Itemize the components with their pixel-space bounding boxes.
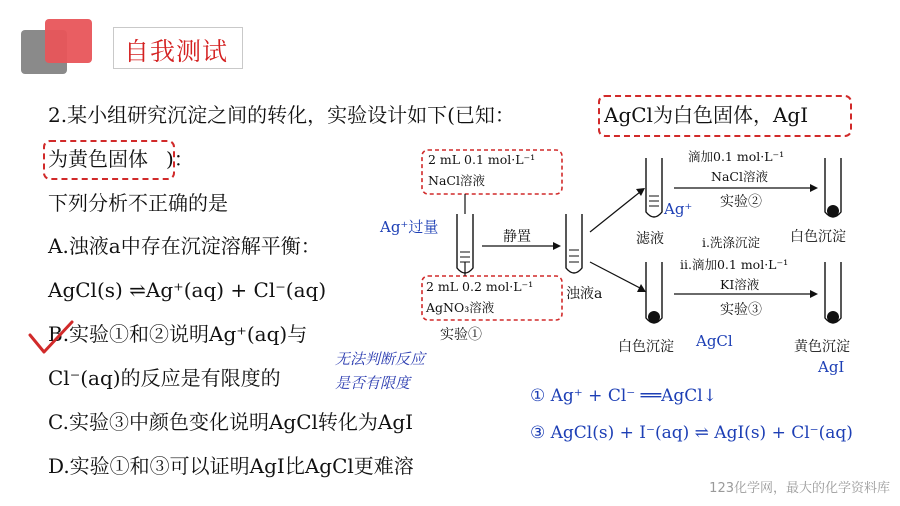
option-b-line-1: B.实验①和②说明Ag⁺(aq)与 (48, 322, 308, 346)
add-nacl-label: 滴加0.1 mol·L⁻¹ (688, 149, 785, 164)
agno3-solution-label: AgNO₃溶液 (426, 300, 495, 315)
experiment-1-label: 实验① (440, 327, 482, 343)
test-tube-a (566, 214, 582, 273)
question-line-1: 2.某小组研究沉淀之间的转化，实验设计如下(已知： (48, 103, 515, 127)
white-precipitate-label-right: 白色沉淀 (790, 229, 846, 245)
agcl-note: AgCl (696, 332, 733, 350)
white-precipitate-tube-left (646, 262, 662, 323)
ag-excess-note: Ag⁺过量 (380, 218, 439, 236)
question-line-1-highlight: AgCl为白色固体，AgI (604, 103, 809, 127)
option-a-equation: AgCl(s) ⇌Ag⁺(aq) + Cl⁻(aq) (48, 278, 327, 302)
nacl-solution-label: NaCl溶液 (428, 173, 485, 188)
experiment-2-label: 实验② (720, 194, 762, 210)
question-line-2-highlight: 为黄色固体 (48, 147, 148, 171)
equation-3: ③ AgCl(s) + I⁻(aq) ⇌ AgI(s) + Cl⁻(aq) (530, 423, 853, 443)
option-d: D.实验①和③可以证明AgI比AgCl更难溶 (48, 454, 414, 478)
filtrate-ag-note: Ag⁺ (664, 200, 693, 218)
yellow-precipitate-label: 黄色沉淀 (794, 339, 850, 355)
white-precipitate-tube-right (825, 158, 841, 217)
turbid-liquid-label: 浊液a (566, 286, 603, 302)
experiment-3-label: 实验③ (720, 302, 762, 318)
filtrate-label: 滤液 (636, 231, 664, 247)
settle-label: 静置 (503, 229, 531, 245)
white-precipitate-label-left: 白色沉淀 (618, 339, 674, 355)
option-a: A.浊液a中存在沉淀溶解平衡： (48, 234, 321, 258)
agno3-volume-label: 2 mL 0.2 mol·L⁻¹ (426, 279, 534, 294)
option-c: C.实验③中颜色变化说明AgCl转化为AgI (48, 410, 414, 434)
option-b-line-2: Cl⁻(aq)的反应是有限度的 (48, 366, 281, 390)
agi-note: AgI (818, 358, 845, 376)
page-title: 自我测试 (124, 37, 229, 66)
handwritten-note-line-1: 无法判断反应 (335, 350, 426, 368)
question-line-2-rest: )： (166, 147, 194, 171)
ki-solution-label: KI溶液 (720, 277, 760, 292)
yellow-precipitate-tube (825, 262, 841, 323)
question-prompt: 下列分析不正确的是 (48, 191, 228, 215)
footer-watermark: 123化学网，最大的化学资料库 (709, 481, 890, 496)
add-ki-label: ii.滴加0.1 mol·L⁻¹ (680, 257, 789, 272)
filtrate-tube (646, 158, 662, 217)
nacl-volume-label: 2 mL 0.1 mol·L⁻¹ (428, 152, 536, 167)
check-mark-icon (30, 322, 72, 352)
wash-step-label: i.洗涤沉淀 (702, 235, 760, 250)
equation-1: ① Ag⁺ + Cl⁻ ══AgCl↓ (530, 386, 717, 406)
handwritten-note-line-2: 是否有限度 (335, 374, 411, 392)
add-nacl-solution-label: NaCl溶液 (711, 169, 768, 184)
